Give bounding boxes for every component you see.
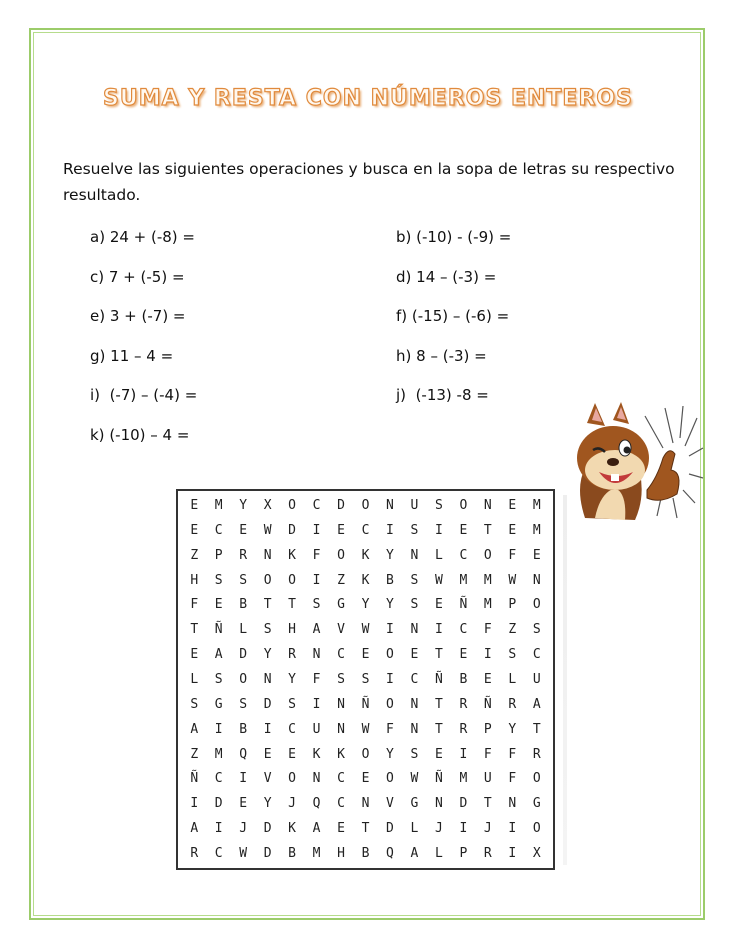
- grid-letter: S: [508, 647, 517, 663]
- grid-letter: B: [361, 846, 370, 862]
- grid-letter: I: [508, 821, 517, 837]
- grid-letter: Y: [263, 796, 272, 812]
- grid-letter: D: [386, 821, 394, 837]
- grid-letter: D: [263, 696, 272, 712]
- grid-letter: U: [532, 671, 541, 687]
- grid-letter: E: [239, 522, 248, 538]
- grid-letter: C: [337, 771, 345, 787]
- grid-letter: N: [410, 547, 419, 563]
- grid-letter: H: [190, 572, 199, 588]
- grid-letter: D: [459, 796, 468, 812]
- grid-letter: E: [190, 497, 199, 513]
- exercise-expression: (-10) – 4 =: [109, 425, 190, 444]
- grid-letter: C: [361, 522, 370, 538]
- grid-letter: I: [434, 622, 443, 638]
- grid-letter: O: [459, 497, 468, 513]
- grid-letter: B: [239, 597, 248, 613]
- grid-letter: J: [239, 821, 248, 837]
- exercise-e: [90, 307, 186, 325]
- grid-letter: U: [410, 497, 419, 513]
- grid-letter: I: [508, 846, 517, 862]
- grid-letter: B: [288, 846, 296, 862]
- grid-letter: E: [337, 821, 345, 837]
- grid-letter: K: [361, 572, 370, 588]
- exercise-label: c): [90, 267, 109, 286]
- grid-letter: Ñ: [459, 597, 468, 613]
- grid-letter: W: [361, 721, 370, 737]
- exercise-label: d): [396, 267, 417, 286]
- grid-letter: I: [386, 671, 394, 687]
- grid-letter: Y: [386, 597, 394, 613]
- grid-letter: W: [361, 622, 370, 638]
- exercise-j: [396, 386, 489, 404]
- grid-letter: Y: [239, 497, 248, 513]
- grid-letter: B: [386, 572, 394, 588]
- grid-letter: C: [312, 497, 321, 513]
- exercise-b: [396, 228, 511, 246]
- grid-letter: M: [483, 597, 492, 613]
- grid-letter: O: [288, 771, 296, 787]
- grid-letter: N: [263, 547, 272, 563]
- grid-letter: N: [483, 497, 492, 513]
- grid-letter: Q: [312, 796, 321, 812]
- grid-letter: C: [459, 547, 468, 563]
- exercise-label: f): [396, 307, 412, 325]
- grid-letter: F: [386, 721, 394, 737]
- grid-letter: K: [288, 821, 296, 837]
- grid-letter: P: [214, 547, 223, 563]
- grid-letter: C: [532, 647, 541, 663]
- grid-letter: S: [288, 696, 296, 712]
- grid-letter: C: [288, 721, 296, 737]
- grid-letter: K: [288, 547, 296, 563]
- grid-letter: N: [386, 497, 394, 513]
- grid-letter: D: [214, 796, 223, 812]
- grid-letter: N: [312, 647, 321, 663]
- exercise-expression: 8 – (-3) =: [416, 346, 487, 365]
- grid-letter: D: [239, 647, 248, 663]
- grid-letter: W: [508, 572, 517, 588]
- grid-letter: T: [190, 622, 199, 638]
- grid-letter: C: [214, 522, 223, 538]
- exercise-h: [396, 347, 487, 365]
- grid-letter: S: [434, 497, 443, 513]
- grid-letter: H: [337, 846, 345, 862]
- grid-letter: S: [239, 696, 248, 712]
- chipmunk-illustration: [565, 398, 705, 533]
- grid-letter: N: [532, 572, 541, 588]
- grid-letter: A: [214, 647, 223, 663]
- exercise-label: e): [90, 307, 110, 325]
- grid-letter: S: [410, 597, 419, 613]
- grid-letter: D: [263, 821, 272, 837]
- grid-letter: N: [434, 796, 443, 812]
- grid-letter: T: [532, 721, 541, 737]
- grid-letter: F: [508, 746, 517, 762]
- grid-letter: C: [459, 622, 468, 638]
- grid-letter: R: [532, 746, 541, 762]
- exercise-label: g): [90, 346, 111, 365]
- grid-letter: S: [532, 622, 541, 638]
- grid-letter: G: [410, 796, 419, 812]
- grid-letter: A: [312, 622, 321, 638]
- grid-letter: U: [312, 721, 321, 737]
- grid-letter: F: [508, 771, 517, 787]
- grid-letter: Ñ: [214, 622, 223, 638]
- grid-letter: T: [434, 721, 443, 737]
- scan-edge-strip: [563, 495, 567, 865]
- exercise-expression: 7 + (-5) =: [108, 267, 185, 286]
- grid-letter: K: [361, 547, 370, 563]
- grid-letter: E: [483, 671, 492, 687]
- grid-letter: R: [190, 846, 199, 862]
- exercise-label: i): [90, 386, 105, 404]
- grid-letter: V: [386, 796, 394, 812]
- grid-letter: K: [312, 746, 321, 762]
- grid-letter: G: [337, 597, 345, 613]
- grid-letter: O: [483, 547, 492, 563]
- grid-letter: M: [312, 846, 321, 862]
- grid-letter: L: [410, 821, 419, 837]
- grid-letter: T: [483, 796, 492, 812]
- exercise-label: b): [396, 228, 417, 246]
- grid-letter: O: [337, 547, 345, 563]
- grid-letter: E: [239, 796, 248, 812]
- grid-letter: M: [459, 572, 468, 588]
- grid-letter: Y: [386, 746, 394, 762]
- exercise-expression: (-7) – (-4) =: [104, 386, 198, 404]
- grid-letter: M: [532, 522, 541, 538]
- grid-letter: Ñ: [483, 696, 492, 712]
- grid-letter: N: [312, 771, 321, 787]
- grid-letter: E: [434, 597, 443, 613]
- grid-letter: Ñ: [434, 771, 443, 787]
- exercise-expression: 24 + (-8) =: [109, 228, 196, 246]
- grid-letter: E: [214, 597, 223, 613]
- grid-letter: I: [263, 721, 272, 737]
- burst-lines-icon: [645, 406, 703, 518]
- grid-letter: M: [532, 497, 541, 513]
- grid-letter: B: [239, 721, 248, 737]
- grid-letter: D: [337, 497, 345, 513]
- worksheet-title: SUMA Y RESTA CON NÚMEROS ENTEROS: [103, 86, 633, 111]
- grid-letter: O: [288, 497, 296, 513]
- grid-letter: I: [312, 696, 321, 712]
- grid-letter: V: [263, 771, 272, 787]
- grid-letter: F: [190, 597, 199, 613]
- grid-letter: E: [337, 522, 345, 538]
- word-search-grid: [176, 489, 555, 870]
- grid-letter: N: [361, 796, 370, 812]
- exercise-expression: (-10) - (-9) =: [416, 228, 512, 246]
- grid-letter: O: [361, 497, 370, 513]
- grid-letter: H: [288, 622, 296, 638]
- grid-letter: Y: [263, 647, 272, 663]
- grid-letter: F: [483, 622, 492, 638]
- grid-letter: P: [483, 721, 492, 737]
- grid-letter: M: [214, 497, 223, 513]
- grid-letter: Z: [190, 547, 199, 563]
- grid-letter: V: [337, 622, 345, 638]
- grid-letter: Ñ: [190, 771, 199, 787]
- grid-letter: N: [337, 696, 345, 712]
- grid-letter: Z: [508, 622, 517, 638]
- grid-letter: N: [410, 721, 419, 737]
- exercise-expression: (-13) -8 =: [410, 386, 489, 404]
- grid-letter: S: [337, 671, 345, 687]
- grid-letter: L: [508, 671, 517, 687]
- exercise-i: [90, 386, 197, 404]
- grid-letter: U: [483, 771, 492, 787]
- grid-letter: L: [434, 547, 443, 563]
- grid-letter: S: [361, 671, 370, 687]
- grid-letter: S: [410, 522, 419, 538]
- grid-letter: E: [190, 522, 199, 538]
- grid-letter: O: [532, 821, 541, 837]
- grid-letter: T: [434, 696, 443, 712]
- exercise-f: [396, 307, 509, 325]
- grid-letter: W: [263, 522, 272, 538]
- grid-letter: S: [263, 622, 272, 638]
- grid-letter: S: [410, 572, 419, 588]
- grid-letter: J: [288, 796, 296, 812]
- grid-letter: R: [508, 696, 517, 712]
- grid-letter: P: [459, 846, 468, 862]
- exercise-label: h): [396, 346, 417, 365]
- grid-letter: I: [312, 572, 321, 588]
- grid-letter: I: [459, 746, 468, 762]
- grid-letter: N: [410, 696, 419, 712]
- grid-letter: O: [239, 671, 248, 687]
- exercise-c: [90, 268, 185, 286]
- grid-letter: Q: [239, 746, 248, 762]
- grid-letter: I: [434, 522, 443, 538]
- grid-letter: W: [410, 771, 419, 787]
- grid-letter: E: [434, 746, 443, 762]
- grid-letter: F: [508, 547, 517, 563]
- grid-letter: N: [508, 796, 517, 812]
- grid-letter: A: [410, 846, 419, 862]
- grid-letter: T: [361, 821, 370, 837]
- grid-letter: I: [214, 821, 223, 837]
- grid-letter: E: [361, 771, 370, 787]
- exercise-g: [90, 347, 173, 365]
- grid-letter: Ñ: [361, 696, 370, 712]
- grid-letter: F: [483, 746, 492, 762]
- grid-letter: J: [483, 821, 492, 837]
- exercise-label: a): [90, 228, 110, 246]
- grid-letter: O: [532, 771, 541, 787]
- grid-letter: A: [312, 821, 321, 837]
- instructions-text: Resuelve las siguientes operaciones y busca en la sopa de letras su respectivo resultado.: [63, 160, 675, 204]
- grid-letter: I: [214, 721, 223, 737]
- grid-letter: N: [337, 721, 345, 737]
- grid-letter: P: [508, 597, 517, 613]
- grid-letter: D: [288, 522, 296, 538]
- grid-letter: M: [214, 746, 223, 762]
- grid-letter: C: [337, 647, 345, 663]
- grid-letter: T: [483, 522, 492, 538]
- grid-letter: O: [532, 597, 541, 613]
- grid-letter: C: [410, 671, 419, 687]
- grid-letter: R: [483, 846, 492, 862]
- grid-letter: E: [190, 647, 199, 663]
- grid-letter: C: [214, 846, 223, 862]
- exercise-k: [90, 426, 189, 444]
- grid-letter: I: [190, 796, 199, 812]
- grid-letter: W: [434, 572, 443, 588]
- grid-letter: S: [312, 597, 321, 613]
- grid-letter: A: [190, 821, 199, 837]
- grid-letter: O: [361, 746, 370, 762]
- grid-letter: E: [508, 522, 517, 538]
- grid-letter: E: [361, 647, 370, 663]
- grid-letter: R: [459, 721, 468, 737]
- grid-letter: S: [214, 572, 223, 588]
- grid-letter: T: [263, 597, 272, 613]
- grid-letter: I: [483, 647, 492, 663]
- grid-letter: E: [459, 522, 468, 538]
- exercise-expression: 14 – (-3) =: [416, 267, 497, 286]
- exercise-expression: 3 + (-7) =: [109, 307, 186, 325]
- grid-letter: J: [434, 821, 443, 837]
- grid-letter: E: [288, 746, 296, 762]
- grid-letter: Z: [190, 746, 199, 762]
- grid-letter: O: [386, 771, 394, 787]
- grid-letter: M: [459, 771, 468, 787]
- grid-letter: I: [312, 522, 321, 538]
- grid-letter: N: [263, 671, 272, 687]
- grid-letter: S: [214, 671, 223, 687]
- exercise-d: [396, 268, 496, 286]
- grid-letter: K: [337, 746, 345, 762]
- grid-letter: E: [410, 647, 419, 663]
- grid-letter: Y: [288, 671, 296, 687]
- grid-letter: G: [532, 796, 541, 812]
- exercise-expression: (-15) – (-6) =: [411, 307, 510, 325]
- grid-letter: T: [434, 647, 443, 663]
- grid-letter: X: [263, 497, 272, 513]
- grid-letter: S: [410, 746, 419, 762]
- grid-letter: Z: [337, 572, 345, 588]
- grid-letter: G: [214, 696, 223, 712]
- grid-letter: D: [263, 846, 272, 862]
- grid-letter: C: [214, 771, 223, 787]
- grid-letter: O: [288, 572, 296, 588]
- grid-letter: I: [386, 522, 394, 538]
- grid-letter: I: [459, 821, 468, 837]
- exercise-label: k): [90, 425, 110, 444]
- grid-letter: L: [190, 671, 199, 687]
- grid-letter: O: [386, 647, 394, 663]
- grid-letter: N: [410, 622, 419, 638]
- grid-letter: R: [288, 647, 296, 663]
- grid-letter: Y: [361, 597, 370, 613]
- grid-letter: Y: [386, 547, 394, 563]
- exercise-a: [90, 228, 195, 246]
- grid-letter: M: [483, 572, 492, 588]
- grid-letter: Ñ: [434, 671, 443, 687]
- grid-letter: B: [459, 671, 468, 687]
- grid-letter: T: [288, 597, 296, 613]
- grid-letter: S: [190, 696, 199, 712]
- exercise-expression: 11 – 4 =: [110, 346, 174, 365]
- grid-letter: Y: [508, 721, 517, 737]
- grid-letter: E: [508, 497, 517, 513]
- grid-letter: R: [239, 547, 248, 563]
- grid-letter: E: [459, 647, 468, 663]
- grid-letter: C: [337, 796, 345, 812]
- grid-letter: L: [239, 622, 248, 638]
- grid-letter: S: [239, 572, 248, 588]
- grid-letter: O: [386, 696, 394, 712]
- grid-letter: L: [434, 846, 443, 862]
- exercise-label: j): [396, 386, 411, 404]
- grid-letter: A: [190, 721, 199, 737]
- grid-letter: Q: [386, 846, 394, 862]
- grid-letter: F: [312, 671, 321, 687]
- chipmunk-icon: [577, 402, 679, 520]
- grid-letter: E: [263, 746, 272, 762]
- grid-letter: F: [312, 547, 321, 563]
- grid-letter: I: [239, 771, 248, 787]
- grid-letter: X: [532, 846, 541, 862]
- grid-letter: R: [459, 696, 468, 712]
- grid-letter: W: [239, 846, 248, 862]
- grid-letter: I: [386, 622, 394, 638]
- grid-letter: A: [532, 696, 541, 712]
- grid-letter: O: [263, 572, 272, 588]
- grid-letter: E: [532, 547, 541, 563]
